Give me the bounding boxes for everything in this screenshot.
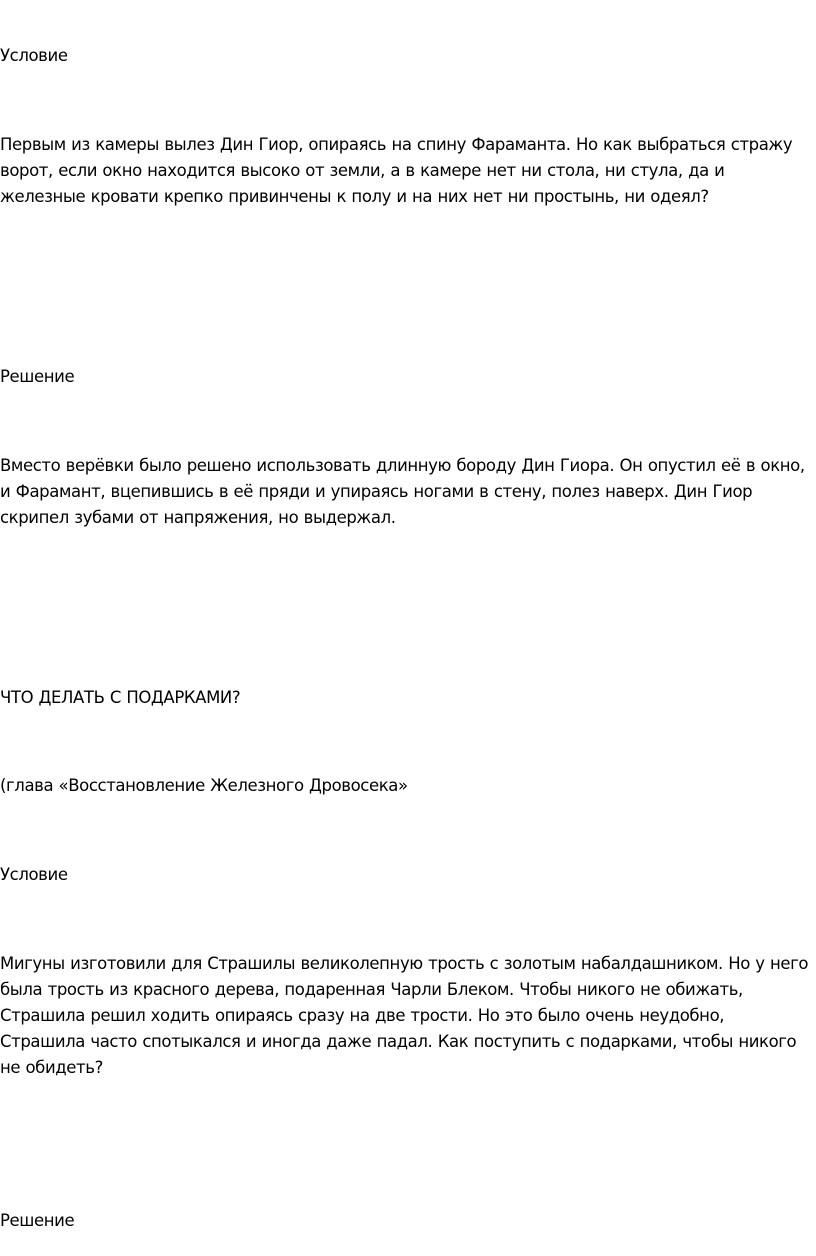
condition-paragraph-2: Мигуны изготовили для Страшилы великолепную трость с золотым набалдашником. Но у него была трость из красного дерева, подаренная Чарли Блеком. Чтобы никого не обижать, Страшила решил ходить опираясь сразу на две трости. Но это было очень неудобно, Страшила часто спотыкался и иногда даже падал. Как поступить с подарками, чтобы никого не обидеть? bbox=[0, 954, 809, 1077]
chapter-reference: (глава «Восстановление Железного Дровосека» bbox=[0, 776, 408, 795]
condition-label-2: Условие bbox=[0, 865, 68, 884]
condition-label-1: Условие bbox=[0, 46, 68, 65]
chapter-heading: ЧТО ДЕЛАТЬ С ПОДАРКАМИ? bbox=[0, 688, 241, 707]
condition-paragraph-1: Первым из камеры вылез Дин Гиор, опираясь на спину Фараманта. Но как выбраться стражу ворот, если окно находится высоко от земли, а в камере нет ни стола, ни стула, да и железные кровати крепко привинчены к полу и на них нет ни простынь, ни одеял? bbox=[0, 135, 793, 206]
solution-label-1: Решение bbox=[0, 367, 75, 386]
solution-label-2: Решение bbox=[0, 1211, 75, 1230]
solution-paragraph-1: Вместо верёвки было решено использовать длинную бороду Дин Гиора. Он опустил её в окно, и Фарамант, вцепившись в её пряди и упираясь ногами в стену, полез наверх. Дин Гиор скрипел зубами от напряжения, но выдержал. bbox=[0, 456, 805, 527]
